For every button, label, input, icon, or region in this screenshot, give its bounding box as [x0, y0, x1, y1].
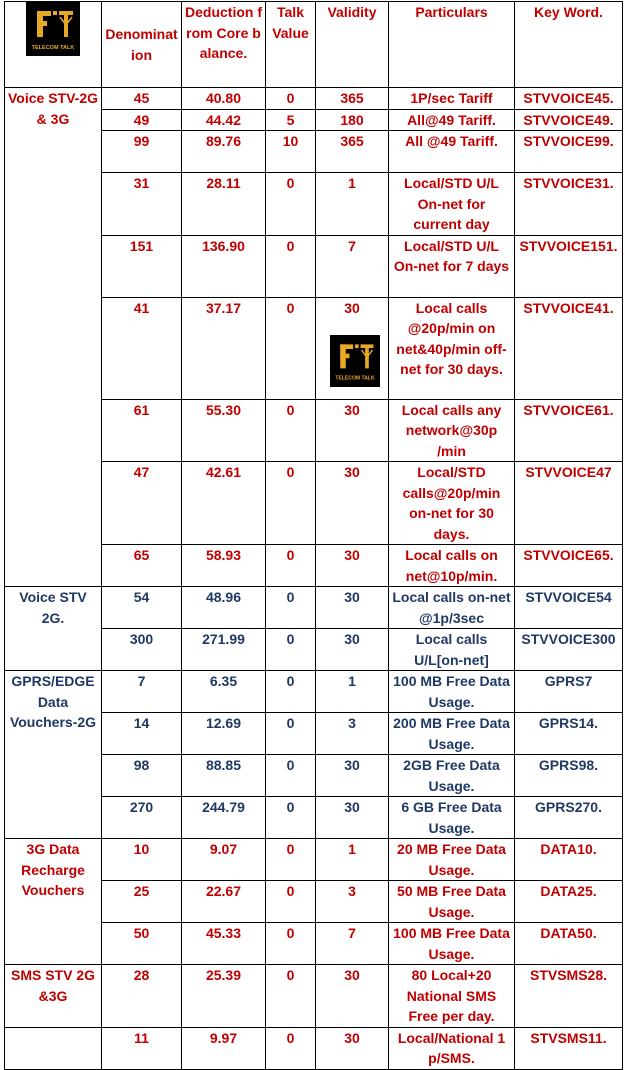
validity-cell: 180: [316, 109, 389, 131]
keyword-cell: STVVOICE151.: [515, 235, 623, 297]
table-row: [5, 839, 623, 881]
particulars-cell: 2GB Free Data Usage.: [389, 755, 515, 797]
keyword-cell: STVVOICE41.: [515, 297, 623, 399]
keyword-cell: STVVOICE99.: [515, 131, 623, 173]
telecom-talk-watermark-icon: [331, 336, 379, 386]
talk-value-cell: 5: [266, 109, 316, 131]
particulars-cell: 100 MB Free Data Usage.: [389, 923, 515, 965]
talk-value-cell: 0: [266, 629, 316, 671]
validity-cell: 30: [316, 629, 389, 671]
keyword-cell: DATA25.: [515, 881, 623, 923]
talk-value-cell: 0: [266, 671, 316, 713]
table-row: [5, 587, 623, 629]
keyword-cell: STVSMS11.: [515, 1027, 623, 1069]
deduction-cell: 42.61: [182, 462, 266, 545]
particulars-cell: Local/STD calls@20p/min on-net for 30 days.: [389, 462, 515, 545]
talk-value-cell: 0: [266, 297, 316, 399]
validity-cell: 3: [316, 713, 389, 755]
denomination-cell: 41: [102, 297, 182, 399]
talk-value-cell: 0: [266, 755, 316, 797]
validity-cell: 30: [316, 297, 389, 399]
denomination-cell: 45: [102, 88, 182, 110]
keyword-cell: GPRS14.: [515, 713, 623, 755]
category-cell: [5, 1027, 102, 1069]
deduction-cell: 89.76: [182, 131, 266, 173]
keyword-cell: STVSMS28.: [515, 965, 623, 1028]
keyword-cell: STVVOICE61.: [515, 399, 623, 462]
category-cell: Voice STV 2G.: [5, 587, 102, 671]
category-cell: 3G Data Recharge Vouchers: [5, 839, 102, 965]
validity-cell: 7: [316, 923, 389, 965]
particulars-cell: Local/STD U/L On-net for current day: [389, 173, 515, 236]
particulars-cell: 100 MB Free Data Usage.: [389, 671, 515, 713]
denomination-cell: 47: [102, 462, 182, 545]
deduction-cell: 6.35: [182, 671, 266, 713]
denomination-cell: 270: [102, 797, 182, 839]
talk-value-cell: 0: [266, 545, 316, 587]
deduction-cell: 37.17: [182, 297, 266, 399]
table-row: [5, 965, 623, 1028]
talk-value-cell: 0: [266, 235, 316, 297]
particulars-cell: 6 GB Free Data Usage.: [389, 797, 515, 839]
particulars-cell: All@49 Tariff.: [389, 109, 515, 131]
keyword-cell: STVVOICE300: [515, 629, 623, 671]
denomination-cell: 151: [102, 235, 182, 297]
deduction-cell: 271.99: [182, 629, 266, 671]
table-row: [5, 88, 623, 110]
deduction-cell: 9.97: [182, 1027, 266, 1069]
validity-cell: 30: [316, 462, 389, 545]
keyword-cell: STVVOICE49.: [515, 109, 623, 131]
denomination-cell: 11: [102, 1027, 182, 1069]
keyword-cell: DATA50.: [515, 923, 623, 965]
validity-cell: 1: [316, 839, 389, 881]
svg-text:TELECOM TALK: TELECOM TALK: [31, 45, 75, 51]
validity-cell: 365: [316, 88, 389, 110]
particulars-cell: Local calls @20p/min on net&40p/min off-net for 30 days.: [389, 297, 515, 399]
particulars-cell: All @49 Tariff.: [389, 131, 515, 173]
telecom-talk-logo: [26, 2, 80, 56]
svg-text:TELECOM TALK: TELECOM TALK: [335, 375, 375, 382]
deduction-cell: 58.93: [182, 545, 266, 587]
validity-cell: 30: [316, 587, 389, 629]
deduction-cell: 45.33: [182, 923, 266, 965]
validity-cell: 30: [316, 797, 389, 839]
deduction-cell: 244.79: [182, 797, 266, 839]
denomination-cell: 61: [102, 399, 182, 462]
deduction-cell: 44.42: [182, 109, 266, 131]
validity-cell: 365: [316, 131, 389, 173]
validity-cell: 30: [316, 755, 389, 797]
talk-value-cell: 0: [266, 881, 316, 923]
keyword-cell: GPRS98.: [515, 755, 623, 797]
deduction-cell: 28.11: [182, 173, 266, 236]
talk-value-cell: 0: [266, 1027, 316, 1069]
validity-cell: 30: [316, 1027, 389, 1069]
deduction-cell: 9.07: [182, 839, 266, 881]
telecom-talk-logo-icon: [27, 3, 79, 55]
header-particulars: Particulars: [389, 2, 515, 88]
particulars-cell: 1P/sec Tariff: [389, 88, 515, 110]
validity-cell: 30: [316, 965, 389, 1028]
particulars-cell: 20 MB Free Data Usage.: [389, 839, 515, 881]
particulars-cell: Local calls any network@30p /min: [389, 399, 515, 462]
denomination-cell: 50: [102, 923, 182, 965]
particulars-cell: Local calls on-net @1p/3sec: [389, 587, 515, 629]
deduction-cell: 40.80: [182, 88, 266, 110]
denomination-cell: 65: [102, 545, 182, 587]
deduction-cell: 48.96: [182, 587, 266, 629]
header-deduction: Deduction from Core balance.: [182, 2, 266, 88]
particulars-cell: Local/National 1 p/SMS.: [389, 1027, 515, 1069]
talk-value-cell: 10: [266, 131, 316, 173]
tariff-table: [4, 1, 623, 1070]
keyword-cell: GPRS270.: [515, 797, 623, 839]
keyword-cell: DATA10.: [515, 839, 623, 881]
denomination-cell: 14: [102, 713, 182, 755]
category-cell: SMS STV 2G &3G: [5, 965, 102, 1028]
header-denomination: Denomination: [102, 2, 182, 88]
denomination-cell: 54: [102, 587, 182, 629]
keyword-cell: STVVOICE31.: [515, 173, 623, 236]
talk-value-cell: 0: [266, 713, 316, 755]
denomination-cell: 31: [102, 173, 182, 236]
talk-value-cell: 0: [266, 173, 316, 236]
particulars-cell: 50 MB Free Data Usage.: [389, 881, 515, 923]
keyword-cell: STVVOICE45.: [515, 88, 623, 110]
keyword-cell: GPRS7: [515, 671, 623, 713]
particulars-cell: Local/STD U/L On-net for 7 days: [389, 235, 515, 297]
header-keyword: Key Word.: [515, 2, 623, 88]
watermark-logo: [330, 335, 380, 387]
talk-value-cell: 0: [266, 88, 316, 110]
keyword-cell: STVVOICE54: [515, 587, 623, 629]
talk-value-cell: 0: [266, 797, 316, 839]
denomination-cell: 300: [102, 629, 182, 671]
header-logo-cell: [5, 2, 102, 88]
talk-value-cell: 0: [266, 399, 316, 462]
category-cell: Voice STV-2G & 3G: [5, 88, 102, 587]
validity-cell: 1: [316, 671, 389, 713]
keyword-cell: STVVOICE65.: [515, 545, 623, 587]
particulars-cell: 200 MB Free Data Usage.: [389, 713, 515, 755]
denomination-cell: 49: [102, 109, 182, 131]
denomination-cell: 98: [102, 755, 182, 797]
deduction-cell: 22.67: [182, 881, 266, 923]
deduction-cell: 55.30: [182, 399, 266, 462]
talk-value-cell: 0: [266, 587, 316, 629]
particulars-cell: Local calls on net@10p/min.: [389, 545, 515, 587]
talk-value-cell: 0: [266, 965, 316, 1028]
category-cell: GPRS/EDGE Data Vouchers-2G: [5, 671, 102, 839]
denomination-cell: 25: [102, 881, 182, 923]
deduction-cell: 88.85: [182, 755, 266, 797]
particulars-cell: Local calls U/L[on-net]: [389, 629, 515, 671]
validity-cell: 30: [316, 545, 389, 587]
validity-cell: 7: [316, 235, 389, 297]
denomination-cell: 7: [102, 671, 182, 713]
keyword-cell: STVVOICE47: [515, 462, 623, 545]
table-row: [5, 671, 623, 713]
validity-cell: 30: [316, 399, 389, 462]
deduction-cell: 25.39: [182, 965, 266, 1028]
denomination-cell: 10: [102, 839, 182, 881]
denomination-cell: 28: [102, 965, 182, 1028]
particulars-cell: 80 Local+20 National SMS Free per day.: [389, 965, 515, 1028]
validity-cell: 3: [316, 881, 389, 923]
denomination-cell: 99: [102, 131, 182, 173]
talk-value-cell: 0: [266, 923, 316, 965]
talk-value-cell: 0: [266, 839, 316, 881]
header-validity: Validity: [316, 2, 389, 88]
header-row: [5, 2, 623, 88]
deduction-cell: 136.90: [182, 235, 266, 297]
header-talk-value: Talk Value: [266, 2, 316, 88]
table-row: [5, 1027, 623, 1069]
deduction-cell: 12.69: [182, 713, 266, 755]
talk-value-cell: 0: [266, 462, 316, 545]
validity-cell: 1: [316, 173, 389, 236]
